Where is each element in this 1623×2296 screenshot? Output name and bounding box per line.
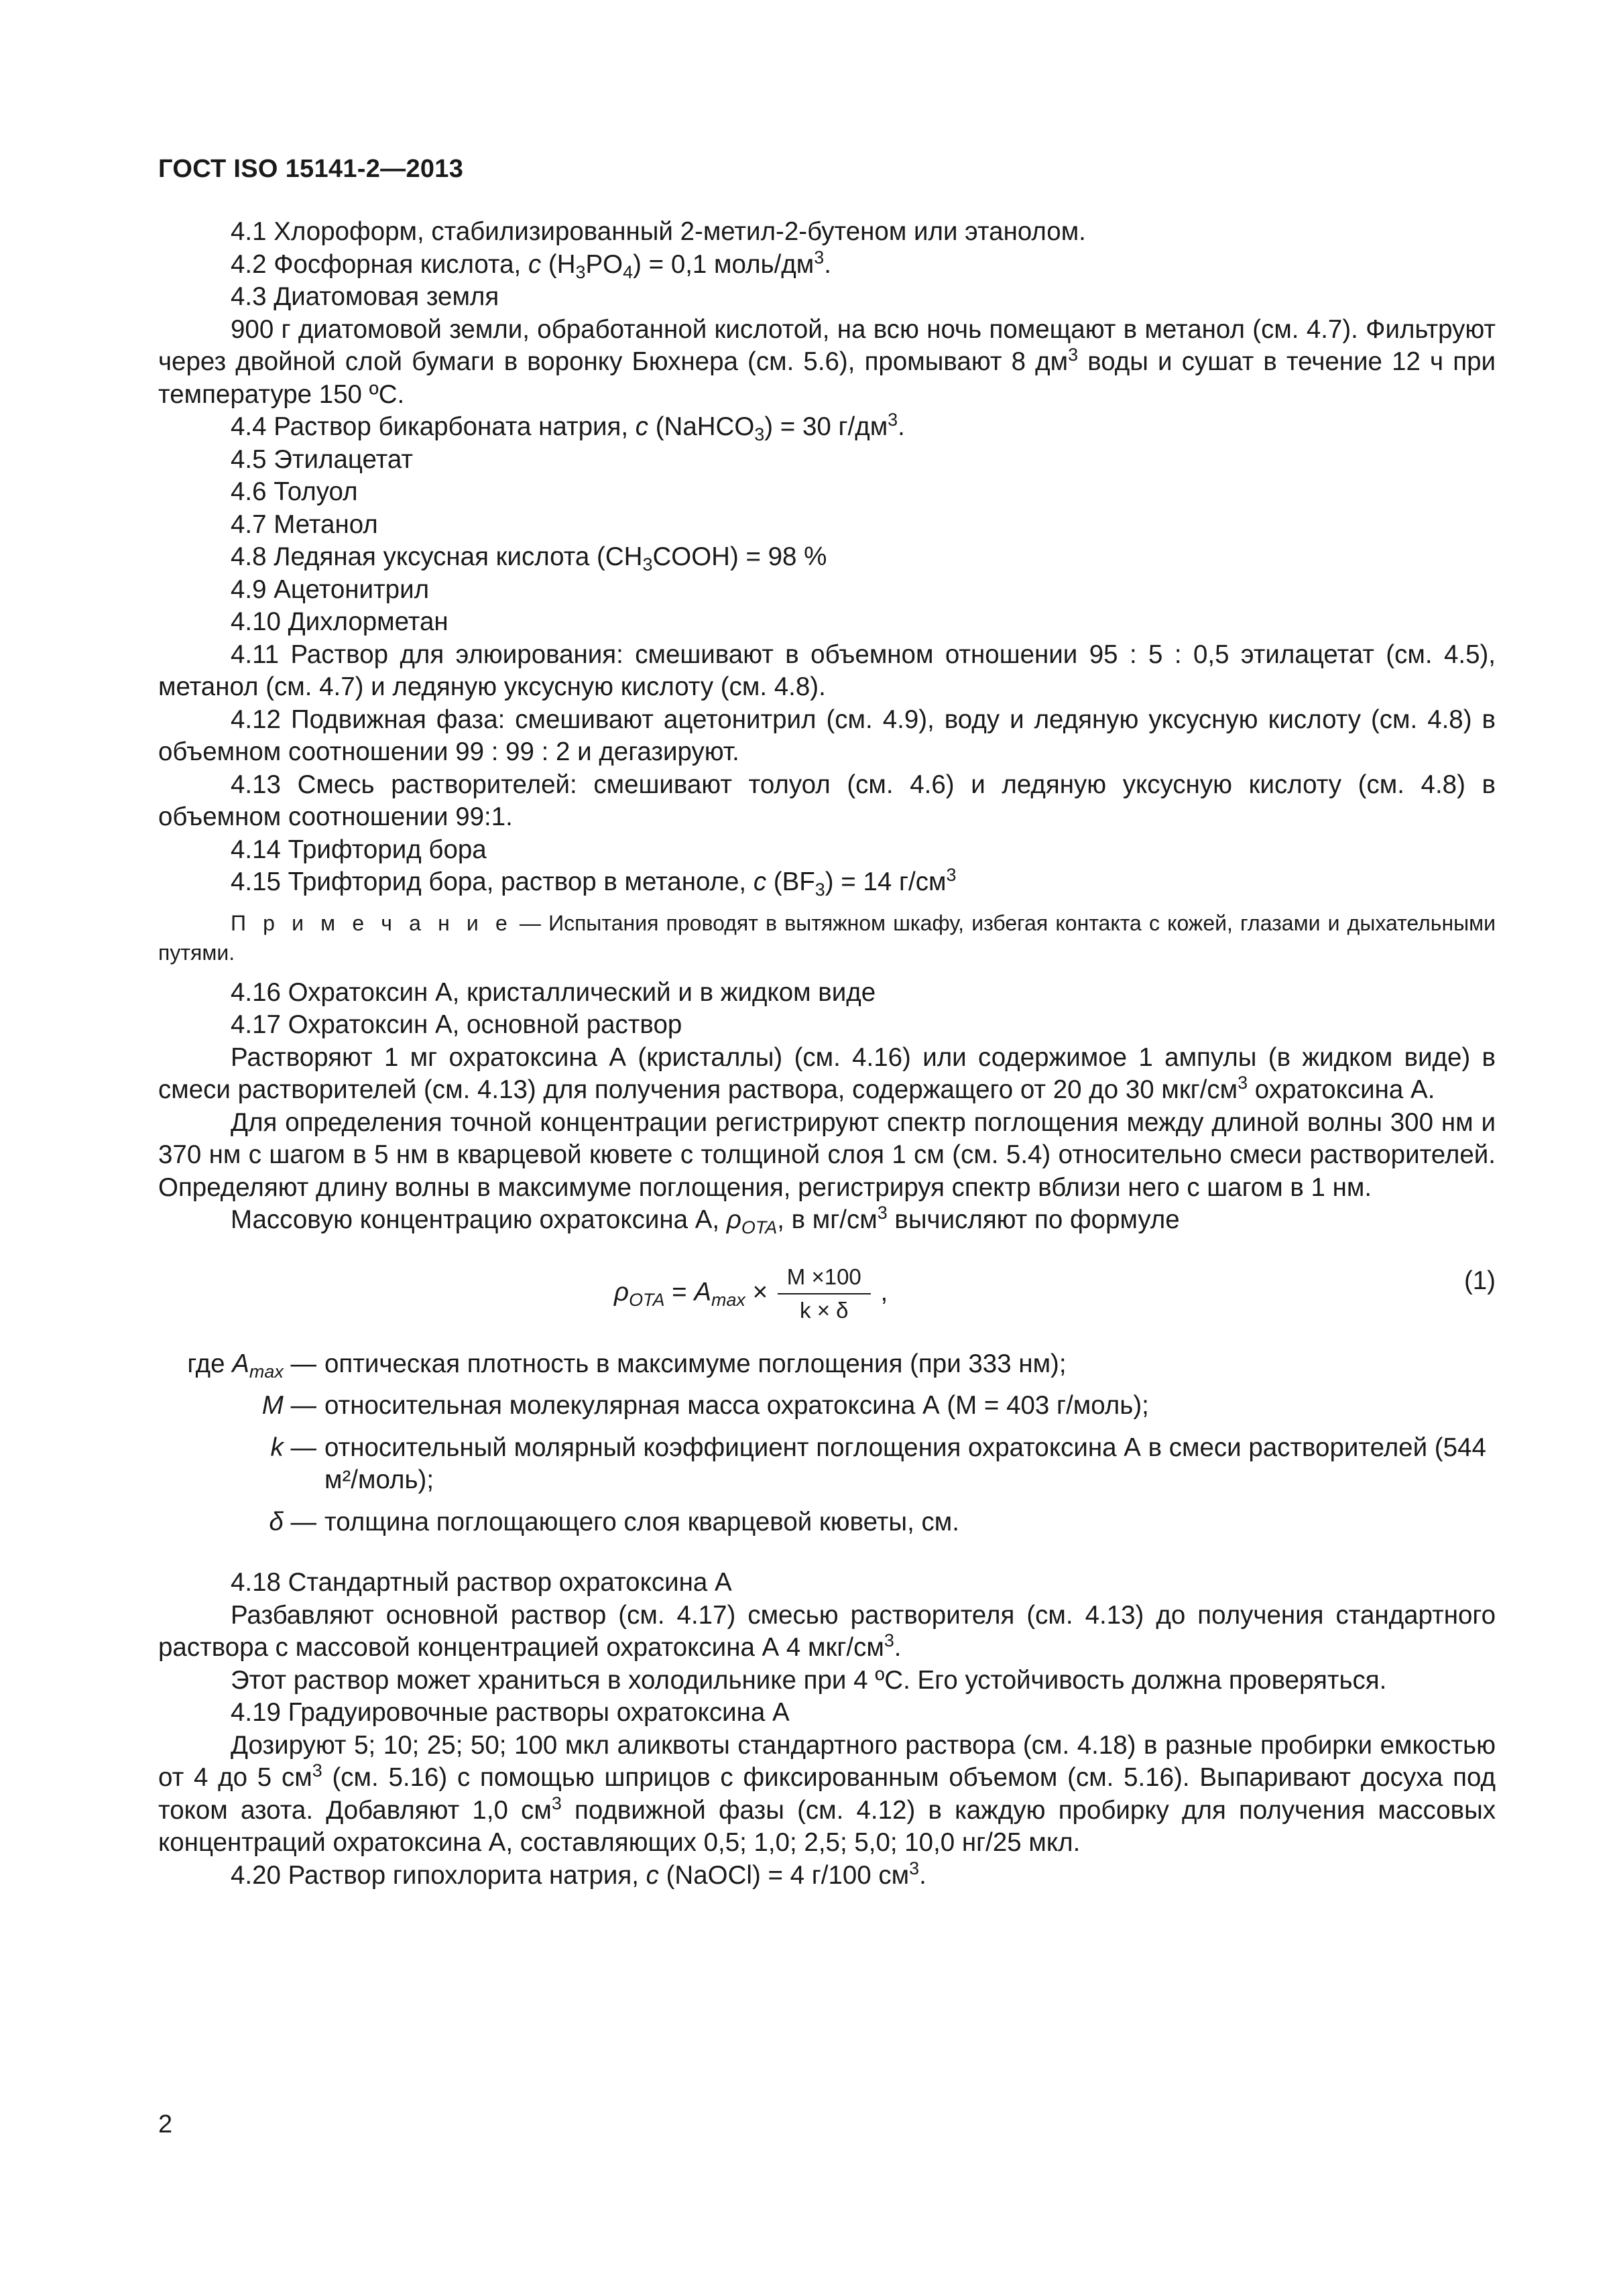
item-4-14: 4.14 Трифторид бора (231, 835, 487, 864)
item-4-20: 4.20 Раствор гипохлорита натрия, c (NaOCl) = 4 г/100 $см^3$. (231, 1858, 926, 1890)
note-text: — Испытания проводят в вытяжном шкафу, избегая контакта с кожей, глазами и дыхательными путями. (158, 910, 1496, 965)
item-4-17-para-2: Для определения точной концентрации регистрируют спектр поглощения между длиной волны 300 нм и 370 нм с шагом в 5 нм в кварцевой кювете с толщиной слоя 1 см (см. 5.4) относительно смеси растворителей. Определяют длину волны в максимуме поглощения, регистрируя спектр вблизи него с шагом в 1 нм. (158, 1107, 1496, 1202)
item-4-17-para-3: Массовую концентрацию охратоксина А, $\rho_{OTA}$, в $мг/см^3$ вычисляют по формуле (231, 1203, 1180, 1237)
formula-1 (158, 1241, 1496, 1341)
fraction-denominator: k × δ (800, 1297, 849, 1323)
item-4-11: 4.11 Раствор для элюирования: смешивают в объемном отношении 95 : 5 : 0,5 этилацетат (см. 4.5), метанол (см. 4.7) и ледяную уксусную кислоту (см. 4.8). (158, 640, 1496, 701)
item-4-12: 4.12 Подвижная фаза: смешивают ацетонитрил (см. 4.9), воду и ледяную уксусную кислоту (см. 4.8) в объемном соотношении 99 : 99 : 2 и дегазируют. (158, 705, 1496, 766)
item-4-3-title: 4.3 Диатомовая земля (231, 282, 499, 311)
definition-item: M — относительная молекулярная масса охратоксина А (M = 403 г/моль); (261, 1391, 1149, 1420)
item-4-1: 4.1 Хлороформ, стабилизированный 2-метил-2-бутеном или этанолом. (231, 217, 1086, 246)
item-4-19-para-1: Дозируют 5; 10; 25; 50; 100 мкл аликвоты стандартного раствора (см. 4.18) в разные пробирки емкостью от 4 до 5 $см^3$ (см. 5.16) с помощью шприцов с фиксированным объемом (см. 5.16). Выпаривают досуха под током азота. Добавляют 1,0 $см^3$ подвижной фазы (см. 4.12) в каждую пробирку для получения массовых концентраций охратоксина А, составляющих 0,5; 1,0; 2,5; 5,0; 10,0 нг/25 мкл. (158, 1730, 1496, 1857)
document-body (158, 216, 1496, 1892)
item-4-6: 4.6 Толуол (231, 477, 358, 506)
item-4-17-title: 4.17 Охратоксин А, основной раствор (231, 1010, 682, 1039)
item-4-2: 4.2 Фосфорная кислота, c $(H_3PO_4) = 0,1$ моль/$дм^3$. (231, 247, 831, 282)
item-4-8: 4.8 Ледяная уксусная кислота $(CH_3COOH) = 98$ % (231, 542, 827, 575)
item-4-16: 4.16 Охратоксин А, кристаллический и в жидком виде (231, 977, 876, 1007)
formula-fraction (778, 1264, 871, 1324)
item-4-19-title: 4.19 Градуировочные растворы охратоксина А (231, 1698, 790, 1727)
item-4-15: 4.15 Трифторид бора, раствор в метаноле, c $(BF_3) = 14$ $г/см^3$ (231, 865, 957, 900)
item-4-18-para-2: Этот раствор может храниться в холодильнике при 4 ºC. Его устойчивость должна проверяться. (231, 1665, 1387, 1695)
note-label: П р и м е ч а н и е (231, 910, 512, 935)
item-4-7: 4.7 Метанол (231, 509, 378, 539)
definition-item: δ — толщина поглощающего слоя кварцевой кюветы, см. (269, 1507, 959, 1536)
item-4-10: 4.10 Дихлорметан (231, 607, 448, 636)
formula-definitions (158, 1348, 1496, 1539)
item-4-18-title: 4.18 Стандартный раствор охратоксина А (231, 1568, 732, 1597)
definition-item: где $A_{max}$ — оптическая плотность в максимуме поглощения (при 333 нм); (187, 1349, 1067, 1382)
item-4-5: 4.5 Этилацетат (231, 444, 414, 474)
page-number: 2 (158, 2110, 173, 2138)
fraction-numerator: M ×100 (778, 1264, 871, 1294)
formula-number: (1) (1463, 1266, 1496, 1295)
item-4-9: 4.9 Ацетонитрил (231, 575, 430, 604)
document-header: ГОСТ ISO 15141-2—2013 (158, 155, 464, 183)
definition-item: k — относительный молярный коэффициент поглощения охратоксина А в смеси растворителей (544 м²/моль); (270, 1433, 1486, 1494)
note (158, 908, 1496, 967)
item-4-17-para-1: Растворяют 1 мг охратоксина А (кристаллы) (см. 4.16) или содержимое 1 ампулы (в жидком виде) в смеси растворителей (см. 4.13) для получения раствора, содержащего от 20 до 30 мкг/$см^3$ охратоксина А. (158, 1042, 1496, 1104)
formula-expression: $\rho_{OTA} = A_{max}$ × $\frac{M \times 100}{k \times \delta}$ , (614, 1264, 888, 1323)
item-4-18-para-1: Разбавляют основной раствор (см. 4.17) смесью растворителя (см. 4.13) до получения стандартного раствора с массовой концентрацией охратоксина А 4 мкг/$см^3$. (158, 1600, 1496, 1662)
item-4-4: 4.4 Раствор бикарбоната натрия, c (NaHCO$_3$) = 30 $г/дм^3$. (231, 410, 905, 444)
item-4-3-text: 900 г диатомовой земли, обработанной кислотой, на всю ночь помещают в метанол (см. 4.7). Фильтруют через двойной слой бумаги в воронку Бюхнера (см. 5.6), промывают 8 $дм^3$ воды и сушат в течение 12 ч при температуре 150 ºC. (158, 314, 1496, 409)
item-4-13: 4.13 Смесь растворителей: смешивают толуол (см. 4.6) и ледяную уксусную кислоту (см. 4.8) в объемном соотношении 99:1. (158, 770, 1496, 831)
